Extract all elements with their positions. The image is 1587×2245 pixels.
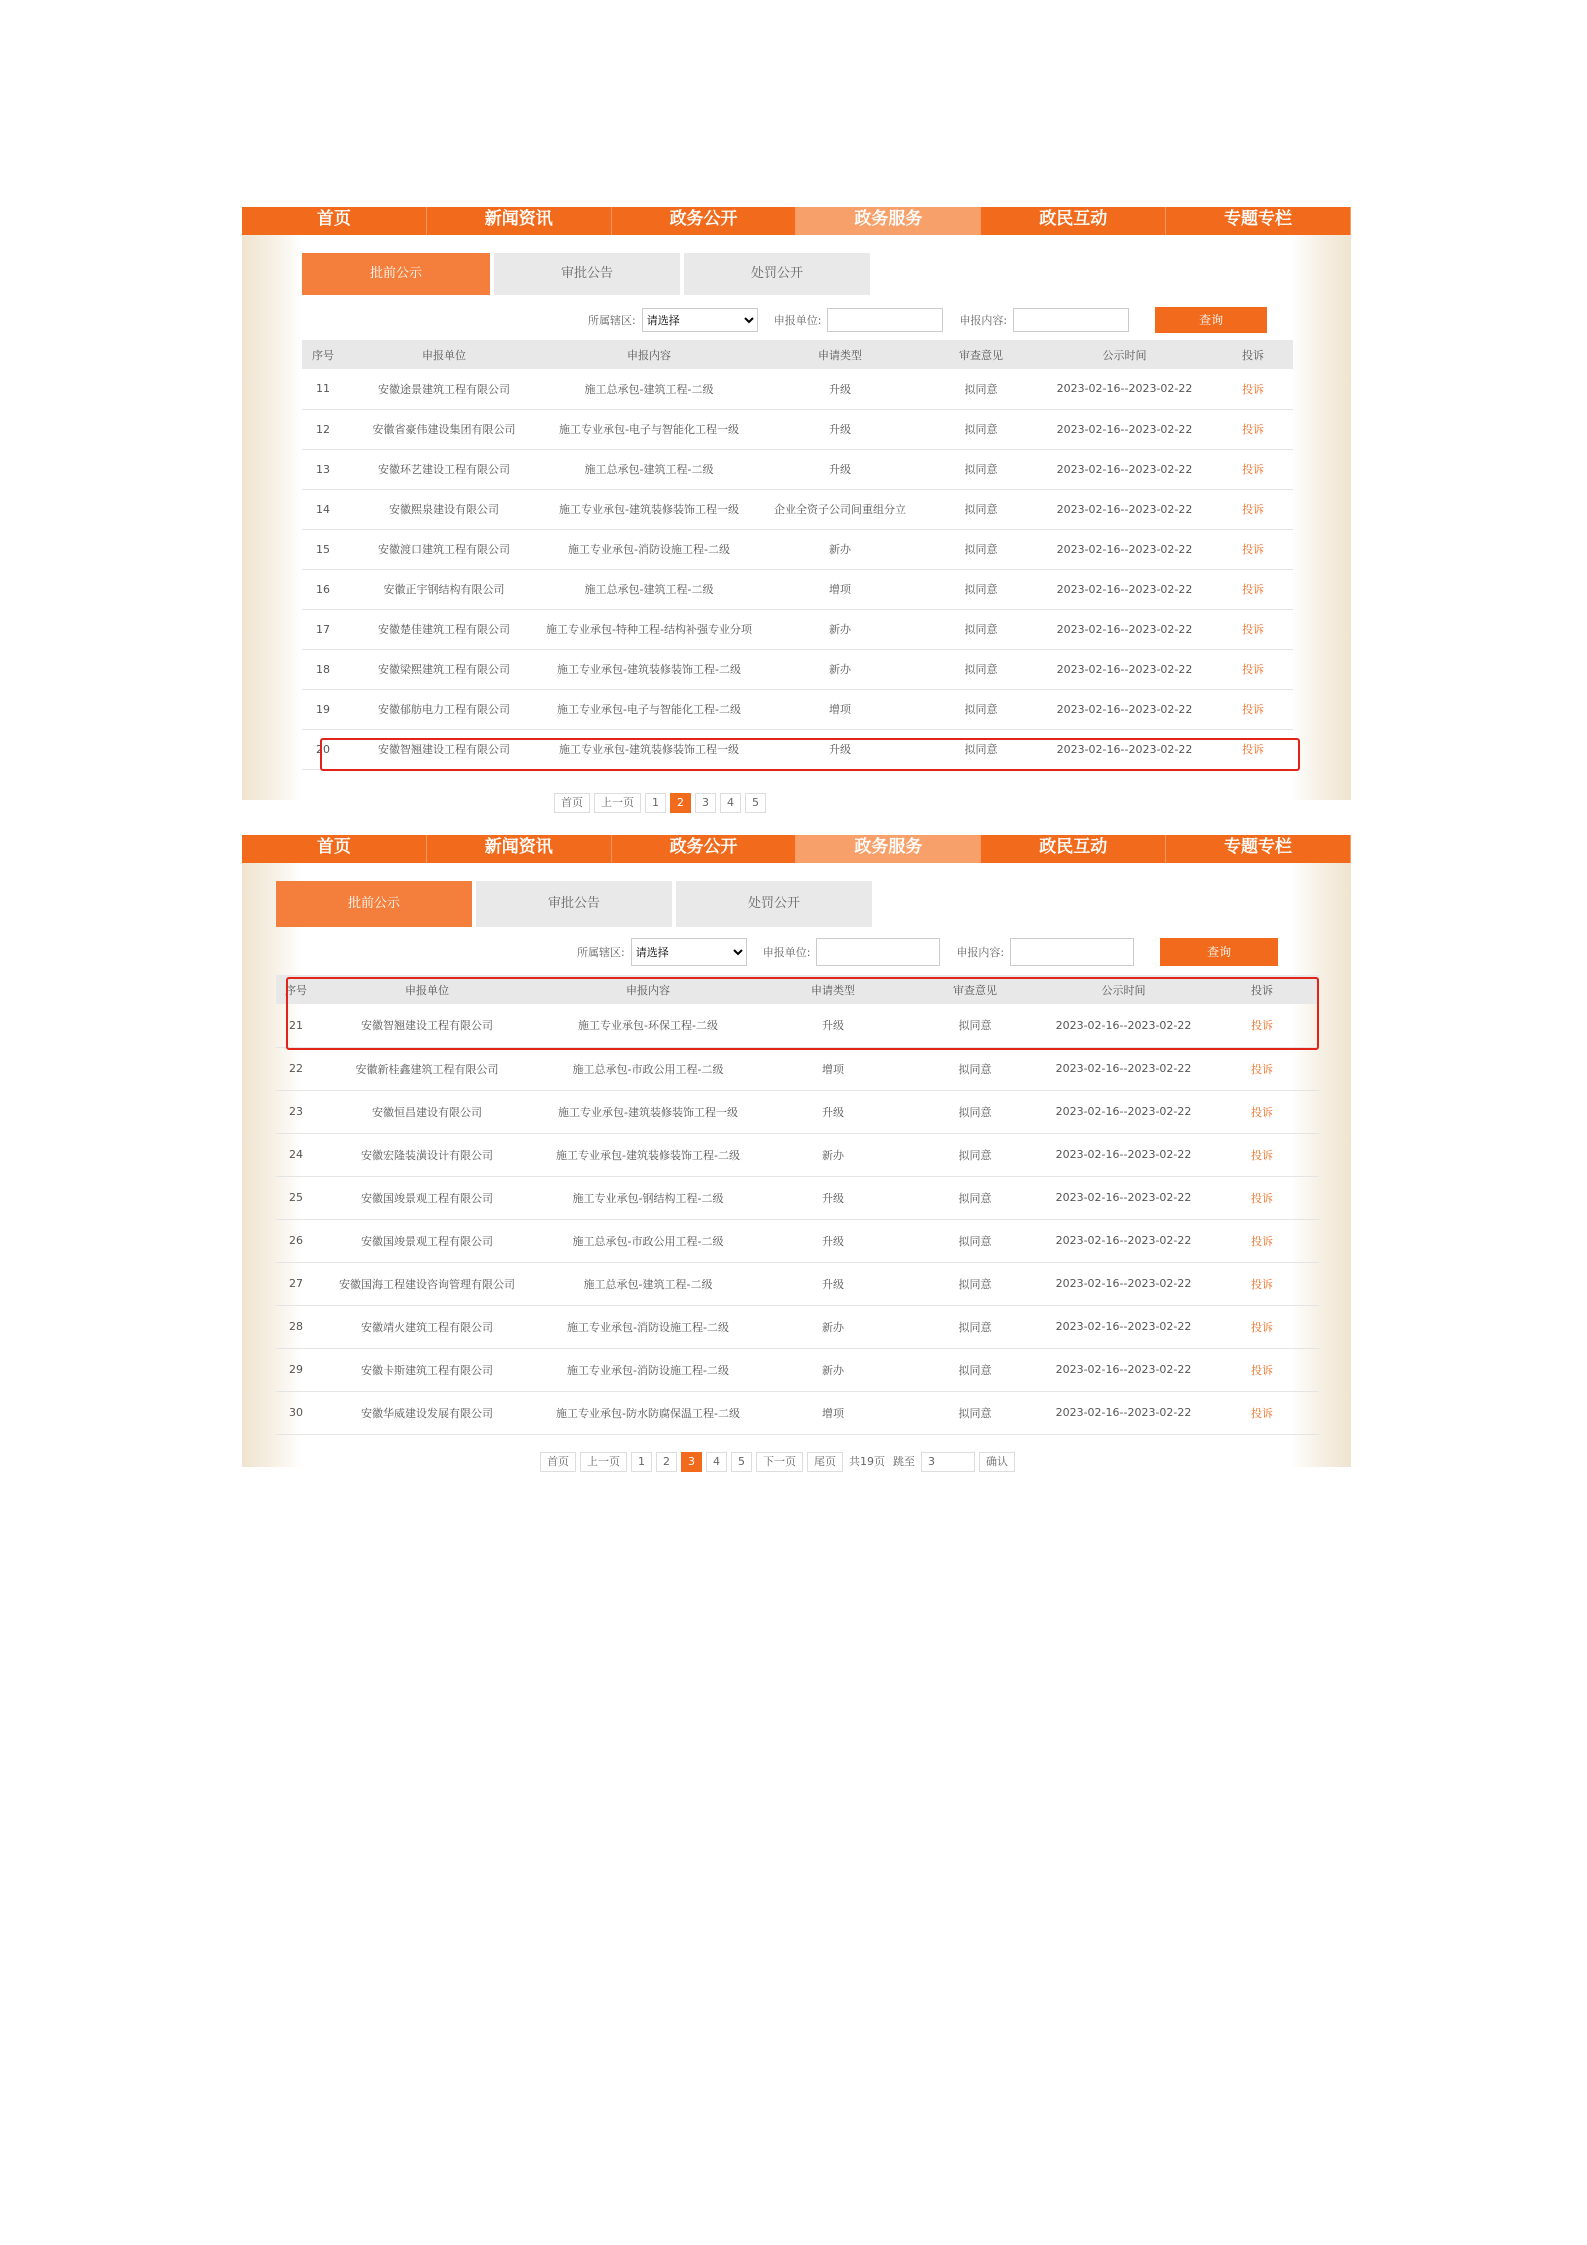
pager-page-1[interactable]: 1 xyxy=(645,793,666,813)
row-content: 施工专业承包-消防设施工程-二级 xyxy=(538,1348,758,1391)
row-type: 新办 xyxy=(758,1305,908,1348)
row-opinion: 拟同意 xyxy=(926,649,1036,689)
row-time: 2023-02-16--2023-02-22 xyxy=(1042,1090,1205,1133)
row-opinion: 拟同意 xyxy=(926,369,1036,409)
row-unit: 安徽智翘建设工程有限公司 xyxy=(316,1004,538,1047)
row-time: 2023-02-16--2023-02-22 xyxy=(1036,689,1213,729)
row-opinion: 拟同意 xyxy=(926,729,1036,769)
tab-pre-approval[interactable]: 批前公示 xyxy=(302,253,490,295)
pagination xyxy=(540,1452,1019,1472)
row-unit: 安徽环艺建设工程有限公司 xyxy=(344,449,544,489)
nav-gov-open[interactable]: 政务公开 xyxy=(612,835,797,863)
header-complaint: 投诉 xyxy=(1213,340,1293,369)
content-input[interactable] xyxy=(1013,308,1129,332)
row-opinion: 拟同意 xyxy=(926,409,1036,449)
row-index: 14 xyxy=(302,489,344,529)
filter-bar xyxy=(588,307,1267,333)
row-type: 新办 xyxy=(754,649,926,689)
row-time: 2023-02-16--2023-02-22 xyxy=(1036,529,1213,569)
row-opinion: 拟同意 xyxy=(926,569,1036,609)
row-time: 2023-02-16--2023-02-22 xyxy=(1036,569,1213,609)
nav-topics[interactable]: 专题专栏 xyxy=(1166,835,1351,863)
row-complaint-link[interactable]: 投诉 xyxy=(1213,489,1293,529)
row-type: 增项 xyxy=(754,689,926,729)
row-opinion: 拟同意 xyxy=(926,449,1036,489)
row-time: 2023-02-16--2023-02-22 xyxy=(1036,609,1213,649)
header-opinion: 审查意见 xyxy=(926,340,1036,369)
table-row xyxy=(302,449,1293,489)
row-unit: 安徽卡斯建筑工程有限公司 xyxy=(316,1348,538,1391)
row-type: 升级 xyxy=(754,409,926,449)
row-content: 施工总承包-建筑工程-二级 xyxy=(538,1262,758,1305)
row-unit: 安徽国竣景观工程有限公司 xyxy=(316,1176,538,1219)
header-index: 序号 xyxy=(276,975,316,1004)
tab-penalty[interactable]: 处罚公开 xyxy=(676,881,872,927)
results-table xyxy=(302,340,1293,770)
row-complaint-link[interactable]: 投诉 xyxy=(1213,609,1293,649)
row-index: 30 xyxy=(276,1391,316,1434)
row-complaint-link[interactable]: 投诉 xyxy=(1205,1004,1319,1047)
row-unit: 安徽正宇钢结构有限公司 xyxy=(344,569,544,609)
header-complaint: 投诉 xyxy=(1205,975,1319,1004)
pager-last[interactable]: 尾页 xyxy=(807,1452,843,1472)
pager-page-4[interactable]: 4 xyxy=(720,793,741,813)
district-label: 所属辖区: xyxy=(588,314,636,327)
pager-first[interactable]: 首页 xyxy=(554,793,590,813)
row-unit: 安徽梁熙建筑工程有限公司 xyxy=(344,649,544,689)
row-opinion: 拟同意 xyxy=(908,1047,1042,1090)
row-index: 28 xyxy=(276,1305,316,1348)
row-type: 升级 xyxy=(758,1090,908,1133)
filter-bar xyxy=(577,938,1278,966)
row-content: 施工专业承包-电子与智能化工程-二级 xyxy=(544,689,754,729)
row-time: 2023-02-16--2023-02-22 xyxy=(1042,1305,1205,1348)
row-unit: 安徽宏隆装潢设计有限公司 xyxy=(316,1133,538,1176)
row-content: 施工专业承包-特种工程-结构补强专业分项 xyxy=(544,609,754,649)
row-type: 新办 xyxy=(758,1348,908,1391)
row-complaint-link[interactable]: 投诉 xyxy=(1205,1219,1319,1262)
row-type: 增项 xyxy=(758,1047,908,1090)
header-content: 申报内容 xyxy=(544,340,754,369)
row-time: 2023-02-16--2023-02-22 xyxy=(1036,729,1213,769)
row-opinion: 拟同意 xyxy=(908,1305,1042,1348)
nav-gov-open[interactable]: 政务公开 xyxy=(612,207,797,235)
row-time: 2023-02-16--2023-02-22 xyxy=(1042,1348,1205,1391)
row-complaint-link[interactable]: 投诉 xyxy=(1205,1176,1319,1219)
row-complaint-link[interactable]: 投诉 xyxy=(1205,1262,1319,1305)
row-complaint-link[interactable]: 投诉 xyxy=(1205,1391,1319,1434)
row-index: 20 xyxy=(302,729,344,769)
row-unit: 安徽靖火建筑工程有限公司 xyxy=(316,1305,538,1348)
nav-gov-service[interactable]: 政务服务 xyxy=(796,207,981,235)
row-time: 2023-02-16--2023-02-22 xyxy=(1042,1262,1205,1305)
nav-home[interactable]: 首页 xyxy=(242,207,427,235)
table-row xyxy=(276,1090,1319,1133)
nav-news[interactable]: 新闻资讯 xyxy=(427,207,612,235)
row-index: 18 xyxy=(302,649,344,689)
row-type: 增项 xyxy=(758,1391,908,1434)
query-button[interactable]: 查询 xyxy=(1155,307,1267,333)
row-unit: 安徽渡口建筑工程有限公司 xyxy=(344,529,544,569)
header-index: 序号 xyxy=(302,340,344,369)
row-unit: 安徽国竣景观工程有限公司 xyxy=(316,1219,538,1262)
pager-goto-input[interactable]: 3 xyxy=(921,1452,975,1472)
nav-topics[interactable]: 专题专栏 xyxy=(1166,207,1351,235)
row-complaint-link[interactable]: 投诉 xyxy=(1213,369,1293,409)
tab-penalty[interactable]: 处罚公开 xyxy=(684,253,870,295)
row-content: 施工专业承包-建筑装修装饰工程一级 xyxy=(544,729,754,769)
row-complaint-link[interactable]: 投诉 xyxy=(1213,449,1293,489)
row-content: 施工专业承包-建筑装修装饰工程-二级 xyxy=(538,1133,758,1176)
row-opinion: 拟同意 xyxy=(908,1219,1042,1262)
row-opinion: 拟同意 xyxy=(926,489,1036,529)
row-type: 升级 xyxy=(758,1004,908,1047)
unit-input[interactable] xyxy=(816,938,940,966)
row-unit: 安徽楚佳建筑工程有限公司 xyxy=(344,609,544,649)
content-label: 申报内容: xyxy=(959,314,1008,327)
header-unit: 申报单位 xyxy=(316,975,538,1004)
row-complaint-link[interactable]: 投诉 xyxy=(1213,409,1293,449)
row-content: 施工总承包-建筑工程-二级 xyxy=(544,449,754,489)
row-content: 施工专业承包-建筑装修装饰工程-二级 xyxy=(544,649,754,689)
row-opinion: 拟同意 xyxy=(908,1133,1042,1176)
row-index: 11 xyxy=(302,369,344,409)
row-unit: 安徽途景建筑工程有限公司 xyxy=(344,369,544,409)
row-index: 23 xyxy=(276,1090,316,1133)
row-complaint-link[interactable]: 投诉 xyxy=(1205,1133,1319,1176)
highlight-box xyxy=(320,738,1300,771)
row-opinion: 拟同意 xyxy=(908,1391,1042,1434)
row-time: 2023-02-16--2023-02-22 xyxy=(1036,369,1213,409)
pager-page-4[interactable]: 4 xyxy=(706,1452,727,1472)
row-opinion: 拟同意 xyxy=(908,1090,1042,1133)
row-unit: 安徽省豪伟建设集团有限公司 xyxy=(344,409,544,449)
pager-first[interactable]: 首页 xyxy=(540,1452,576,1472)
row-time: 2023-02-16--2023-02-22 xyxy=(1042,1133,1205,1176)
row-content: 施工总承包-建筑工程-二级 xyxy=(544,369,754,409)
row-index: 22 xyxy=(276,1047,316,1090)
header-time: 公示时间 xyxy=(1042,975,1205,1004)
row-type: 升级 xyxy=(758,1176,908,1219)
table-row xyxy=(276,1348,1319,1391)
row-complaint-link[interactable]: 投诉 xyxy=(1205,1047,1319,1090)
tab-bar xyxy=(302,253,874,295)
row-content: 施工专业承包-电子与智能化工程一级 xyxy=(544,409,754,449)
row-content: 施工专业承包-建筑装修装饰工程一级 xyxy=(544,489,754,529)
row-time: 2023-02-16--2023-02-22 xyxy=(1036,649,1213,689)
row-index: 15 xyxy=(302,529,344,569)
row-index: 16 xyxy=(302,569,344,609)
nav-home[interactable]: 首页 xyxy=(242,835,427,863)
row-time: 2023-02-16--2023-02-22 xyxy=(1036,449,1213,489)
tab-approval-notice[interactable]: 审批公告 xyxy=(494,253,680,295)
row-time: 2023-02-16--2023-02-22 xyxy=(1042,1219,1205,1262)
row-unit: 安徽华威建设发展有限公司 xyxy=(316,1391,538,1434)
pager-prev[interactable]: 上一页 xyxy=(594,793,641,813)
main-nav xyxy=(242,835,1351,863)
row-opinion: 拟同意 xyxy=(908,1348,1042,1391)
row-type: 升级 xyxy=(758,1262,908,1305)
highlight-box xyxy=(286,977,1319,1050)
unit-input[interactable] xyxy=(827,308,943,332)
row-type: 新办 xyxy=(754,609,926,649)
table-header-row xyxy=(302,340,1293,369)
nav-interaction[interactable]: 政民互动 xyxy=(981,207,1166,235)
row-index: 24 xyxy=(276,1133,316,1176)
row-content: 施工总承包-市政公用工程-二级 xyxy=(538,1047,758,1090)
tab-bar xyxy=(276,881,876,927)
unit-label: 申报单位: xyxy=(773,314,822,327)
row-opinion: 拟同意 xyxy=(926,689,1036,729)
row-type: 企业全资子公司间重组分立 xyxy=(754,489,926,529)
row-opinion: 拟同意 xyxy=(908,1176,1042,1219)
row-time: 2023-02-16--2023-02-22 xyxy=(1036,489,1213,529)
row-content: 施工总承包-建筑工程-二级 xyxy=(544,569,754,609)
pager-page-3-current[interactable]: 3 xyxy=(681,1452,702,1472)
header-time: 公示时间 xyxy=(1036,340,1213,369)
row-index: 21 xyxy=(276,1004,316,1047)
unit-label: 申报单位: xyxy=(762,946,811,959)
row-index: 19 xyxy=(302,689,344,729)
row-index: 12 xyxy=(302,409,344,449)
row-type: 升级 xyxy=(754,369,926,409)
tab-pre-approval[interactable]: 批前公示 xyxy=(276,881,472,927)
row-opinion: 拟同意 xyxy=(908,1004,1042,1047)
table-row xyxy=(302,689,1293,729)
row-unit: 安徽熙泉建设有限公司 xyxy=(344,489,544,529)
pager-page-2-current[interactable]: 2 xyxy=(670,793,691,813)
row-type: 增项 xyxy=(754,569,926,609)
row-index: 26 xyxy=(276,1219,316,1262)
row-complaint-link[interactable]: 投诉 xyxy=(1213,569,1293,609)
nav-gov-service[interactable]: 政务服务 xyxy=(796,835,981,863)
content-input[interactable] xyxy=(1010,938,1134,966)
query-button[interactable]: 查询 xyxy=(1160,938,1278,966)
pager-next[interactable]: 下一页 xyxy=(756,1452,803,1472)
header-type: 申请类型 xyxy=(754,340,926,369)
screenshot-2 xyxy=(242,835,1351,1467)
row-type: 升级 xyxy=(754,449,926,489)
table-row xyxy=(276,1219,1319,1262)
row-content: 施工专业承包-消防设施工程-二级 xyxy=(544,529,754,569)
row-time: 2023-02-16--2023-02-22 xyxy=(1042,1004,1205,1047)
table-row xyxy=(302,489,1293,529)
screenshot-1 xyxy=(242,207,1351,809)
tab-approval-notice[interactable]: 审批公告 xyxy=(476,881,672,927)
row-index: 17 xyxy=(302,609,344,649)
table-row xyxy=(276,1262,1319,1305)
pager-goto-label: 跳至 xyxy=(893,1455,915,1468)
header-unit: 申报单位 xyxy=(344,340,544,369)
row-time: 2023-02-16--2023-02-22 xyxy=(1042,1047,1205,1090)
nav-news[interactable]: 新闻资讯 xyxy=(427,835,612,863)
table-row xyxy=(302,369,1293,409)
row-time: 2023-02-16--2023-02-22 xyxy=(1042,1176,1205,1219)
district-label: 所属辖区: xyxy=(577,946,625,959)
row-unit: 安徽智翘建设工程有限公司 xyxy=(344,729,544,769)
content-label: 申报内容: xyxy=(956,946,1005,959)
table-row xyxy=(276,1305,1319,1348)
header-content: 申报内容 xyxy=(538,975,758,1004)
row-content: 施工专业承包-消防设施工程-二级 xyxy=(538,1305,758,1348)
row-index: 25 xyxy=(276,1176,316,1219)
row-unit: 安徽新桂鑫建筑工程有限公司 xyxy=(316,1047,538,1090)
row-unit: 安徽恒昌建设有限公司 xyxy=(316,1090,538,1133)
row-type: 升级 xyxy=(754,729,926,769)
table-row xyxy=(276,1047,1319,1090)
row-time: 2023-02-16--2023-02-22 xyxy=(1042,1391,1205,1434)
row-content: 施工专业承包-环保工程-二级 xyxy=(538,1004,758,1047)
main-nav xyxy=(242,207,1351,235)
pager-total: 共19页 xyxy=(849,1455,885,1468)
row-complaint-link[interactable]: 投诉 xyxy=(1205,1348,1319,1391)
row-time: 2023-02-16--2023-02-22 xyxy=(1036,409,1213,449)
pagination-partial xyxy=(554,793,770,813)
row-complaint-link[interactable]: 投诉 xyxy=(1213,649,1293,689)
pager-page-5[interactable]: 5 xyxy=(745,793,766,813)
pager-page-2[interactable]: 2 xyxy=(656,1452,677,1472)
row-complaint-link[interactable]: 投诉 xyxy=(1213,529,1293,569)
row-unit: 安徽郁舫电力工程有限公司 xyxy=(344,689,544,729)
row-index: 13 xyxy=(302,449,344,489)
row-type: 新办 xyxy=(758,1133,908,1176)
table-row xyxy=(276,1176,1319,1219)
table-row xyxy=(276,1391,1319,1434)
district-select[interactable] xyxy=(642,308,758,332)
pager-page-1[interactable]: 1 xyxy=(631,1452,652,1472)
row-complaint-link[interactable]: 投诉 xyxy=(1213,689,1293,729)
header-type: 申请类型 xyxy=(758,975,908,1004)
row-content: 施工专业承包-建筑装修装饰工程一级 xyxy=(538,1090,758,1133)
row-complaint-link[interactable]: 投诉 xyxy=(1205,1305,1319,1348)
row-complaint-link[interactable]: 投诉 xyxy=(1213,729,1293,769)
table-row xyxy=(302,569,1293,609)
district-select[interactable] xyxy=(631,938,747,966)
table-row xyxy=(302,649,1293,689)
row-opinion: 拟同意 xyxy=(926,529,1036,569)
row-opinion: 拟同意 xyxy=(926,609,1036,649)
table-row xyxy=(302,409,1293,449)
row-index: 27 xyxy=(276,1262,316,1305)
row-content: 施工专业承包-防水防腐保温工程-二级 xyxy=(538,1391,758,1434)
header-opinion: 审查意见 xyxy=(908,975,1042,1004)
row-type: 新办 xyxy=(754,529,926,569)
row-unit: 安徽国海工程建设咨询管理有限公司 xyxy=(316,1262,538,1305)
table-row xyxy=(276,1133,1319,1176)
table-row xyxy=(302,609,1293,649)
pager-prev[interactable]: 上一页 xyxy=(580,1452,627,1472)
row-index: 29 xyxy=(276,1348,316,1391)
pager-confirm[interactable]: 确认 xyxy=(979,1452,1015,1472)
row-type: 升级 xyxy=(758,1219,908,1262)
row-content: 施工总承包-市政公用工程-二级 xyxy=(538,1219,758,1262)
row-content: 施工专业承包-钢结构工程-二级 xyxy=(538,1176,758,1219)
row-opinion: 拟同意 xyxy=(908,1262,1042,1305)
pager-page-3[interactable]: 3 xyxy=(695,793,716,813)
pager-page-5[interactable]: 5 xyxy=(731,1452,752,1472)
table-row xyxy=(302,529,1293,569)
nav-interaction[interactable]: 政民互动 xyxy=(981,835,1166,863)
row-complaint-link[interactable]: 投诉 xyxy=(1205,1090,1319,1133)
